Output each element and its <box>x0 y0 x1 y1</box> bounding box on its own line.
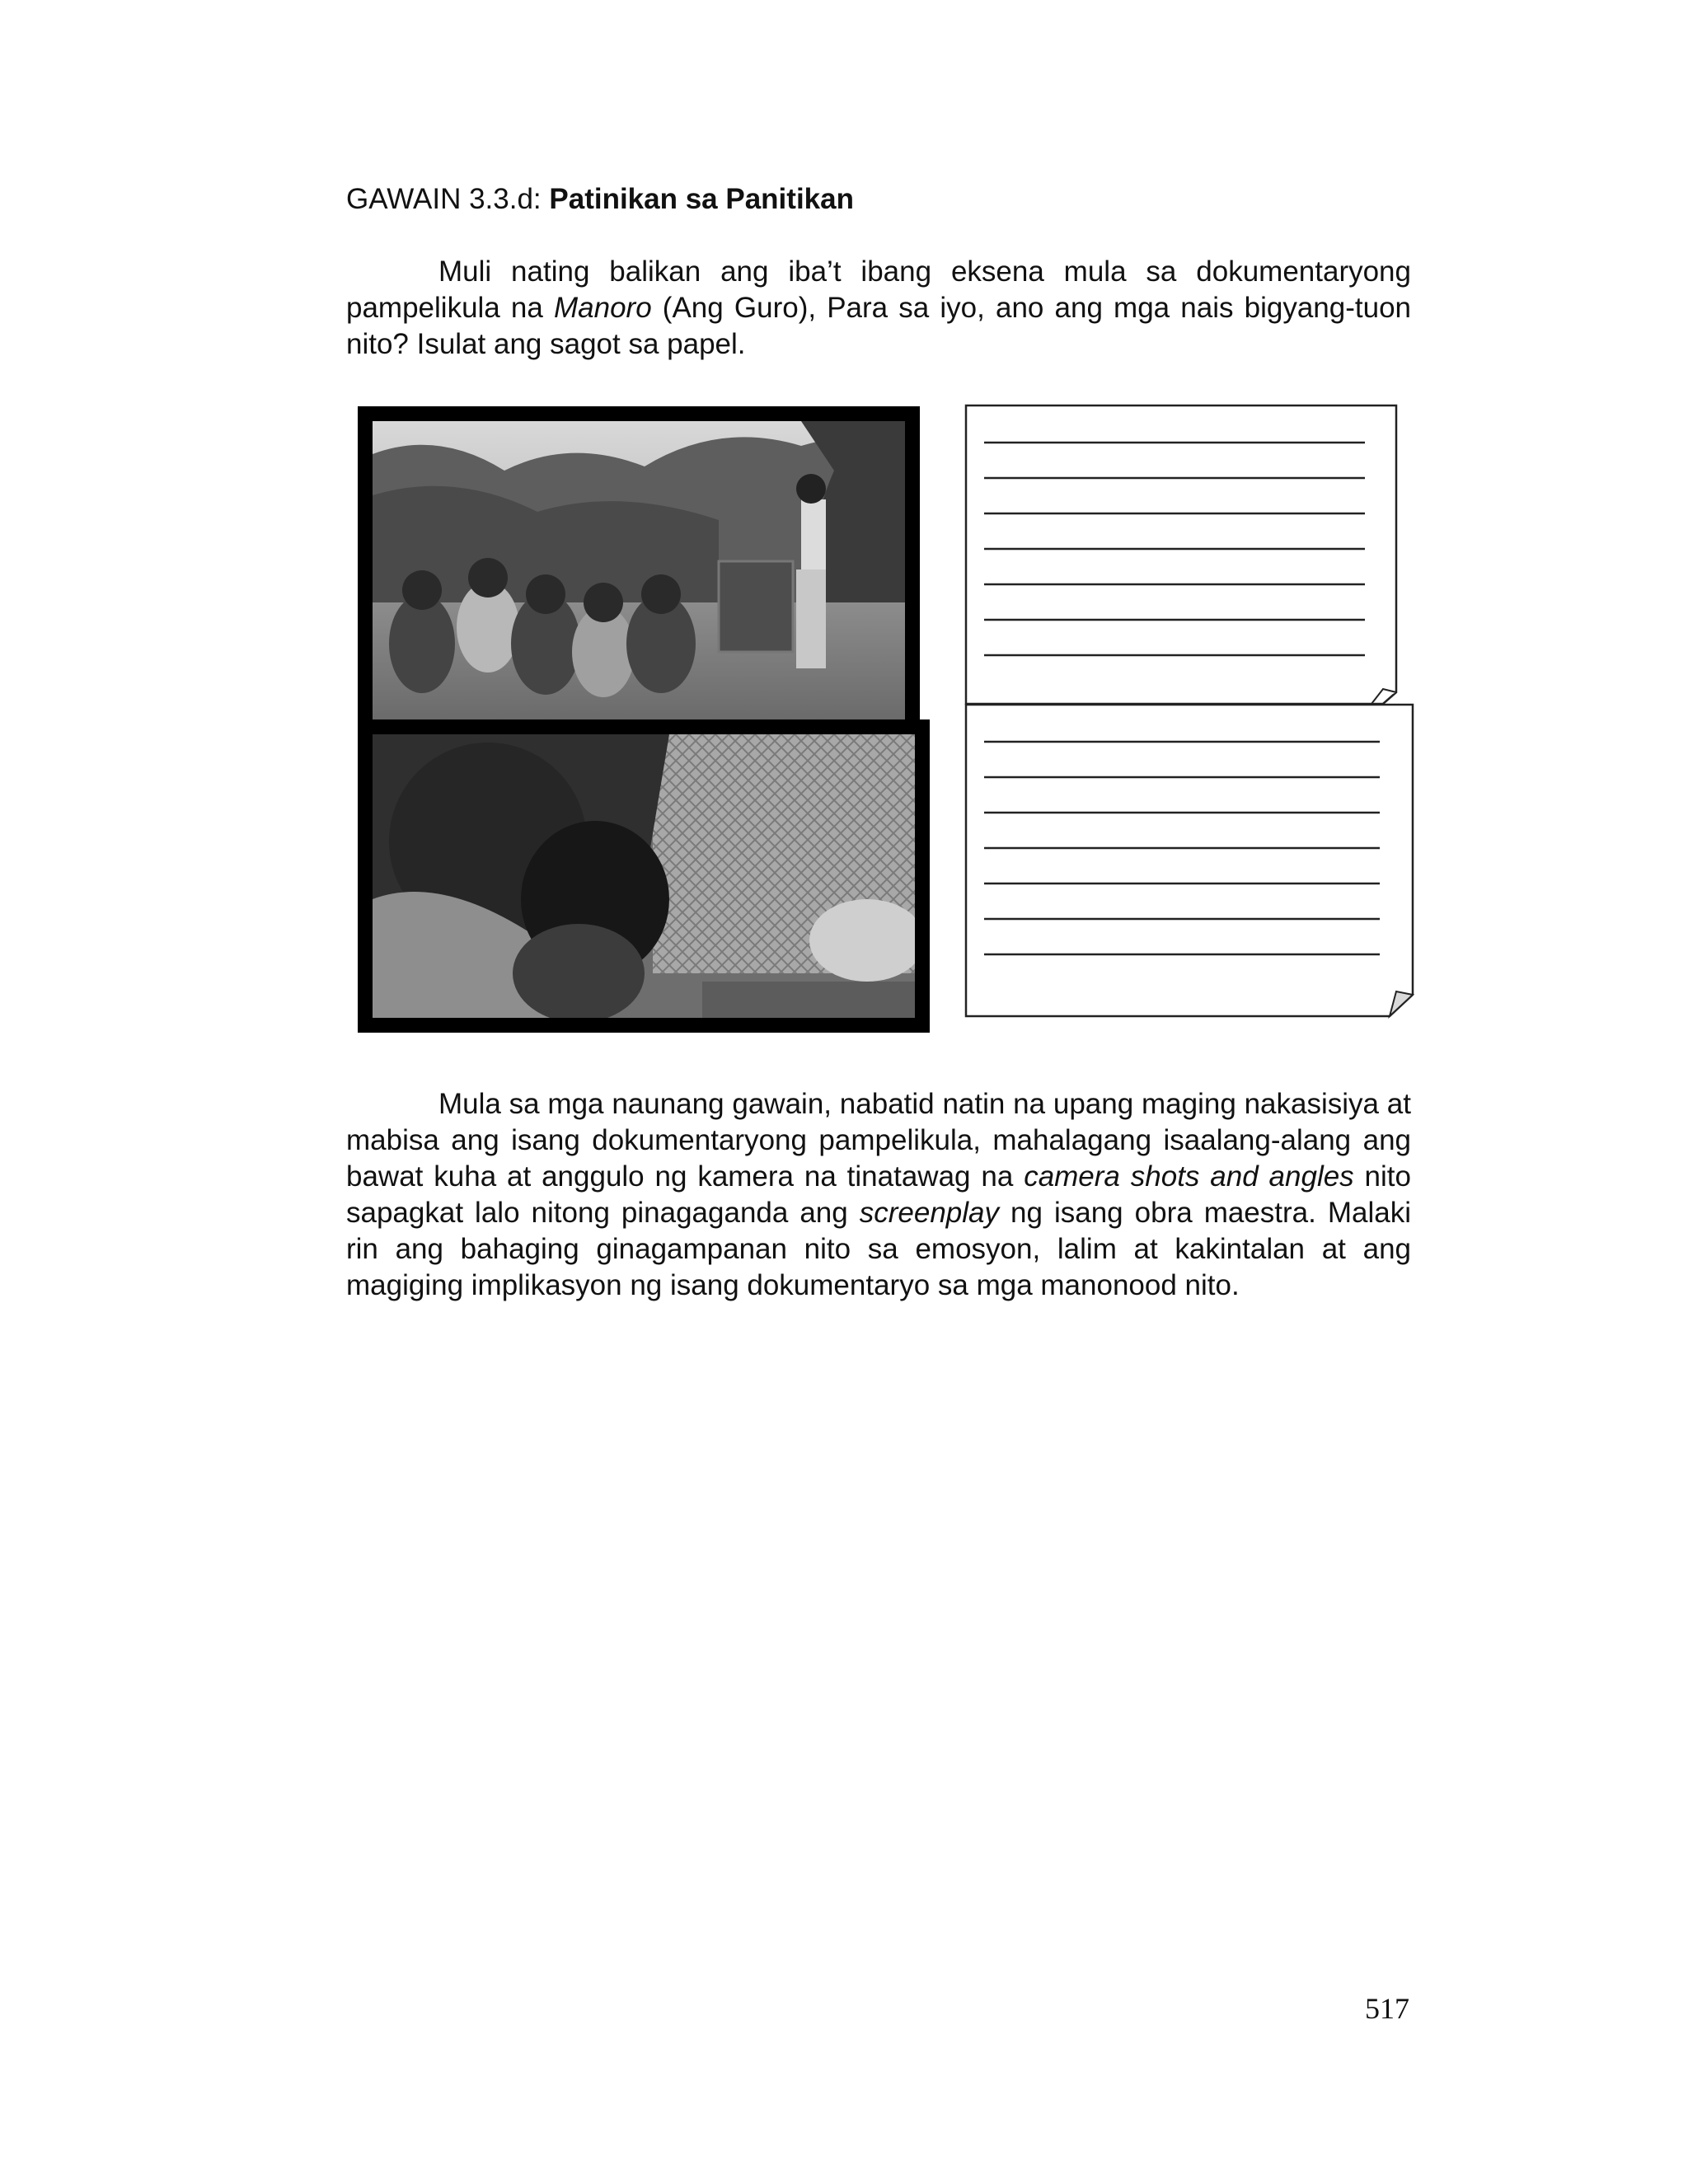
body-text-1: Mula sa mga naunang gawain, nabatid natin na upang maging nakasisiya at mabisa ang isang dokumentaryong pampelikula, mahalagang isaalang-alang ang bawat kuha at anggulo ng kamera na tinatawag na <box>346 1088 1411 1193</box>
page-number: 517 <box>1365 1992 1409 2025</box>
term-camera-shots: camera shots and angles <box>1024 1160 1354 1193</box>
instructions-paragraph <box>346 254 1411 363</box>
term-screenplay: screenplay <box>859 1197 1000 1229</box>
body-text-3: ng isang obra maestra. Malaki rin ang bahaging ginagampanan nito sa emosyon, lalim at kakintalan at ang magiging implikasyon ng isang dokumentaryo sa mga manonood nito. <box>346 1197 1411 1301</box>
mother-child-photo <box>373 734 915 1018</box>
outdoor-class-photo <box>373 421 905 723</box>
activity-heading <box>346 183 854 216</box>
film-title: Manoro <box>554 292 652 324</box>
instructions-text-2: (Ang Guro), Para sa iyo, ano ang mga nais bigyang-tuon nito? Isulat ang sagot sa papel. <box>346 292 1412 360</box>
body-paragraph <box>346 1086 1411 1304</box>
answer-note-bottom <box>964 703 1416 1019</box>
instructions-text-1: Muli nating balikan ang iba’t ibang eksena mula sa dokumentaryong pampelikula na <box>346 255 1411 324</box>
film-still-top-frame <box>358 406 920 724</box>
film-still-bottom-frame <box>358 719 930 1033</box>
body-text-2: nito sapagkat lalo nitong pinagaganda ang <box>346 1160 1411 1229</box>
activity-label: GAWAIN 3.3.d: <box>346 183 542 215</box>
activity-title: Patinikan sa Panitikan <box>549 183 854 215</box>
answer-note-top <box>964 404 1401 705</box>
